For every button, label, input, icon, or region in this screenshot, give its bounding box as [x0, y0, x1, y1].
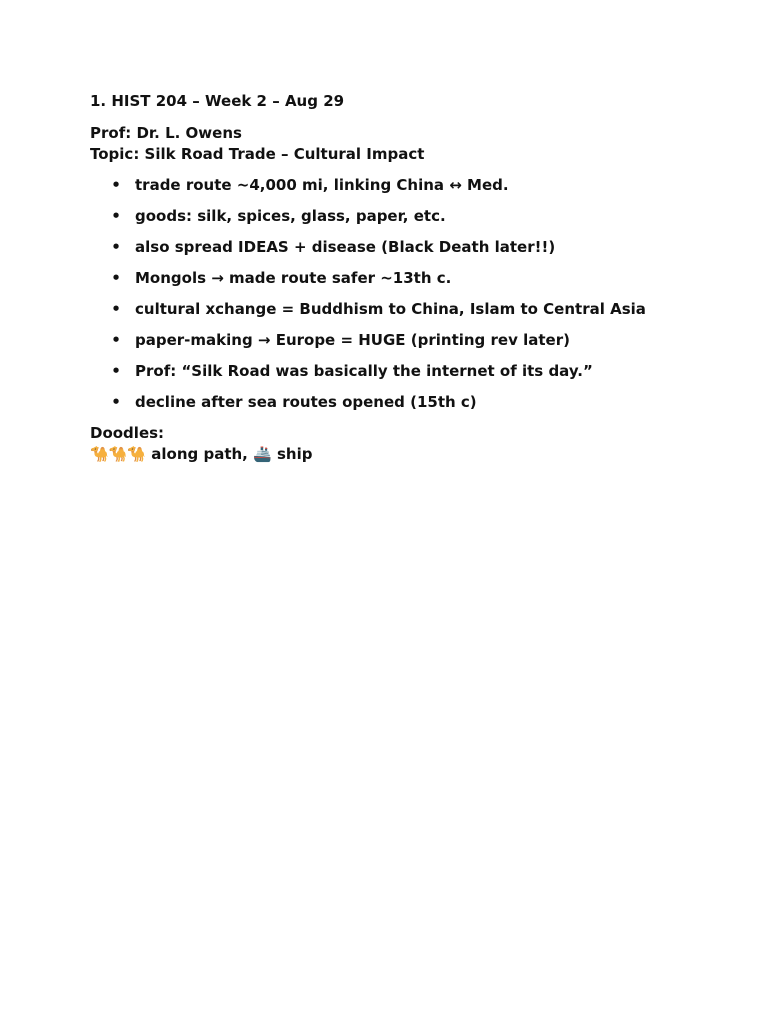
bullet-dot-icon: • — [111, 176, 121, 194]
bullet-dot-icon: • — [111, 207, 121, 225]
bullet-item — [90, 330, 730, 351]
bullet-dot-icon: • — [111, 300, 121, 318]
professor-line: Prof: Dr. L. Owens — [90, 124, 242, 142]
bullet-item — [90, 392, 730, 413]
bullet-dot-icon: • — [111, 331, 121, 349]
bullet-item — [90, 361, 730, 382]
bullet-text: goods: silk, spices, glass, paper, etc. — [135, 207, 446, 225]
bullet-dot-icon: • — [111, 238, 121, 256]
bullet-dot-icon: • — [111, 269, 121, 287]
bullet-item — [90, 299, 730, 320]
bullet-text: Prof: “Silk Road was basically the internet of its day.” — [135, 362, 593, 380]
topic-line: Topic: Silk Road Trade – Cultural Impact — [90, 145, 425, 163]
note-heading: 1. HIST 204 – Week 2 – Aug 29 — [90, 92, 345, 110]
bullet-item — [90, 268, 730, 289]
bullet-list — [90, 175, 730, 413]
bullet-text: decline after sea routes opened (15th c) — [135, 393, 477, 411]
notes-page — [90, 91, 730, 465]
bullet-dot-icon: • — [111, 362, 121, 380]
doodles-label: Doodles: — [90, 424, 165, 442]
bullet-text: Mongols → made route safer ~13th c. — [135, 269, 452, 287]
bullet-text: cultural xchange = Buddhism to China, Islam to Central Asia — [135, 300, 646, 318]
bullet-text: also spread IDEAS + disease (Black Death later!!) — [135, 238, 556, 256]
doodles-text: 🐪🐪🐪 along path, 🚢 ship — [90, 445, 313, 463]
bullet-text: trade route ~4,000 mi, linking China ↔ Med. — [135, 176, 509, 194]
bullet-dot-icon: • — [111, 393, 121, 411]
bullet-item — [90, 206, 730, 227]
bullet-item — [90, 237, 730, 258]
bullet-item — [90, 175, 730, 196]
bullet-text: paper-making → Europe = HUGE (printing rev later) — [135, 331, 570, 349]
